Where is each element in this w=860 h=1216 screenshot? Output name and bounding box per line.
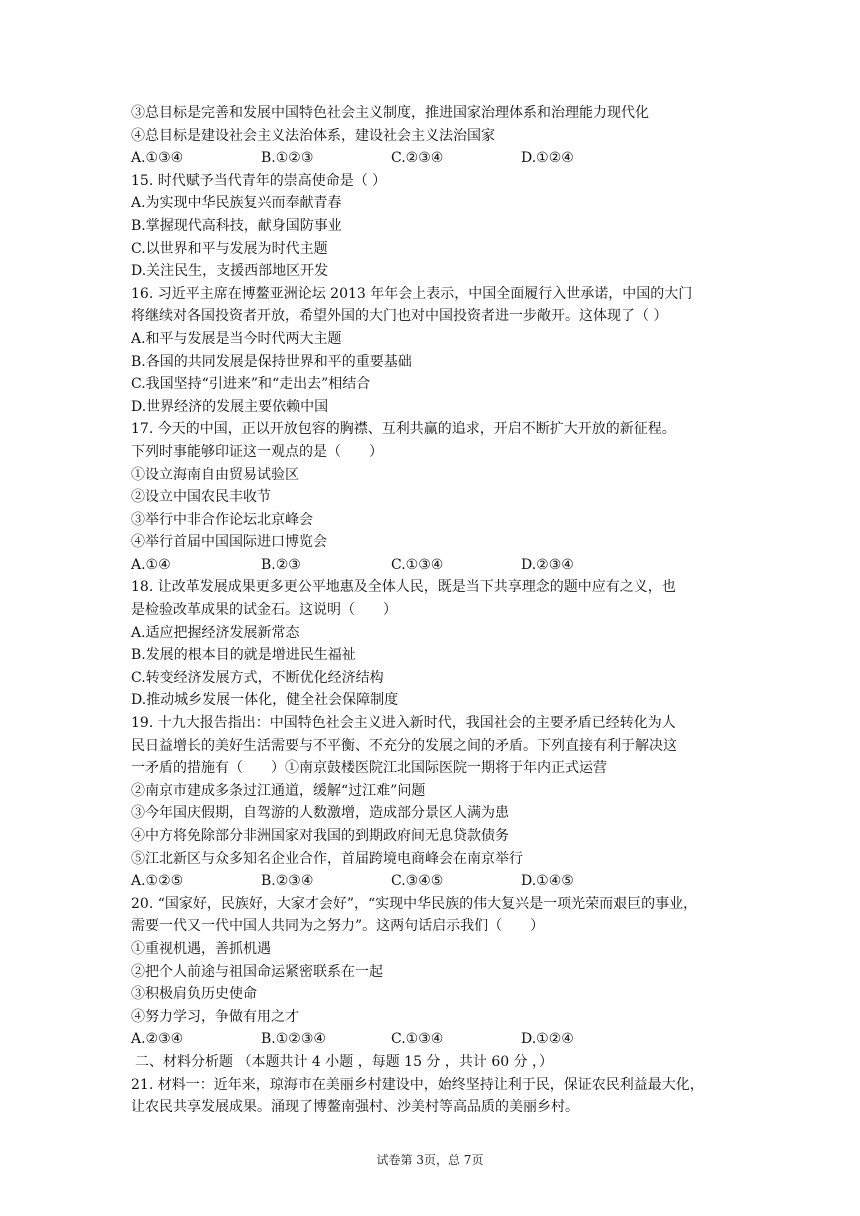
q19-item: ④中方将免除部分非洲国家对我国的到期政府间无息贷款债务 (131, 828, 509, 844)
exam-content (131, 102, 751, 1119)
q19-item: ⑤江北新区与众多知名企业合作，首届跨境电商峰会在南京举行 (131, 850, 523, 867)
option-b: B.②③ (261, 556, 301, 573)
q16-option-d: D.世界经济的发展主要依赖中国 (131, 398, 329, 415)
option-b: B.①②③④ (261, 1031, 326, 1048)
q17-item: ③举行中非合作论坛北京峰会 (131, 511, 313, 528)
q15-option-c: C.以世界和平与发展为时代主题 (131, 240, 328, 257)
q19-stem: 一矛盾的措施有（ ）①南京鼓楼医院江北国际医院一期将于年内正式运营 (131, 760, 607, 777)
text-line: ④总目标是建设社会主义法治体系，建设社会主义法治国家 (131, 127, 495, 144)
q20-item: ④努力学习，争做有用之才 (131, 1008, 299, 1025)
q18-stem: 18. 让改革发展成果更多更公平地惠及全体人民，既是当下共享理念的题中应有之义，也 (131, 579, 676, 596)
q19-options (131, 870, 751, 893)
option-d: D.①②④ (521, 150, 574, 167)
q15-stem: 15. 时代赋予当代青年的崇高使命是（ ） (131, 172, 387, 189)
q20-item: ②把个人前途与祖国命运紧密联系在一起 (131, 963, 383, 980)
q20-item: ③积极肩负历史使命 (131, 986, 257, 1003)
q17-options (131, 554, 751, 577)
q16-option-a: A.和平与发展是当今时代两大主题 (131, 330, 342, 347)
q18-option-b: B.发展的根本目的就是增进民生福祉 (131, 647, 356, 664)
q20-stem: 20. “国家好，民族好，大家才会好”，“实现中华民族的伟大复兴是一项光荣而艰巨的事业， (131, 895, 698, 912)
option-b: B.①②③ (261, 150, 314, 167)
q17-stem: 17. 今天的中国，正以开放包容的胸襟、互利共赢的追求，开启不断扩大开放的新征程。 (131, 421, 676, 438)
q18-stem: 是检验改革成果的试金石。这说明（ ） (131, 602, 397, 619)
q20-options (131, 1028, 751, 1051)
q15-option-b: B.掌握现代高科技，献身国防事业 (131, 217, 342, 234)
q17-item: ②设立中国农民丰收节 (131, 489, 271, 506)
q19-stem: 民日益增长的美好生活需要与不平衡、不充分的发展之间的矛盾。下列直接有利于解决这 (131, 737, 677, 754)
q18-option-a: A.适应把握经济发展新常态 (131, 624, 300, 641)
option-a: A.②③④ (131, 1031, 184, 1048)
q14-options (131, 147, 751, 170)
q16-stem: 16. 习近平主席在博鳌亚洲论坛 2013 年年会上表示，中国全面履行入世承诺，中国的大门 (131, 285, 693, 302)
q16-stem: 将继续对各国投资者开放，希望外国的大门也对中国投资者进一步敞开。这体现了（ ） (131, 308, 668, 325)
q21-material: 让农民共享发展成果。涌现了博鳌南强村、沙美村等高品质的美丽乡村。 (131, 1099, 579, 1116)
option-c: C.①③④ (391, 1031, 444, 1048)
option-a: A.①③④ (131, 150, 184, 167)
q20-item: ①重视机遇，善抓机遇 (131, 940, 271, 957)
option-d: D.①④⑤ (521, 873, 574, 890)
q18-option-c: C.转变经济发展方式，不断优化经济结构 (131, 669, 384, 686)
q17-item: ①设立海南自由贸易试验区 (131, 466, 299, 483)
q16-option-b: B.各国的共同发展是保持世界和平的重要基础 (131, 353, 412, 370)
option-d: D.①②④ (521, 1031, 574, 1048)
section-heading: 二、材料分析题 （本题共计 4 小题 ，每题 15 分 ，共计 60 分 ，） (135, 1053, 554, 1070)
q15-option-d: D.关注民生，支援西部地区开发 (131, 263, 329, 280)
q19-item: ②南京市建成多条过江通道，缓解“过江难”问题 (131, 782, 426, 799)
q17-stem: 下列时事能够印证这一观点的是（ ） (131, 443, 383, 460)
q16-option-c: C.我国坚持“引进来”和“走出去”相结合 (131, 376, 371, 393)
q18-option-d: D.推动城乡发展一体化，健全社会保障制度 (131, 692, 399, 709)
page-footer: 试卷第 3页，总 7页 (376, 1153, 484, 1167)
option-c: C.①③④ (391, 556, 444, 573)
option-a: A.①②⑤ (131, 873, 184, 890)
q19-item: ③今年国庆假期，自驾游的人数激增，造成部分景区人满为患 (131, 805, 509, 822)
q19-stem: 19. 十九大报告指出：中国特色社会主义进入新时代，我国社会的主要矛盾已经转化为人 (131, 715, 676, 732)
option-c: C.②③④ (391, 150, 444, 167)
q17-item: ④举行首届中国国际进口博览会 (131, 534, 327, 551)
option-c: C.③④⑤ (391, 873, 444, 890)
q21-material: 21. 材料一：近年来，琼海市在美丽乡村建设中，始终坚持让利于民，保证农民利益最大化， (131, 1076, 704, 1093)
q20-stem: 需要一代又一代中国人共同为之努力”。这两句话启示我们（ ） (131, 918, 545, 935)
option-d: D.②③④ (521, 556, 574, 573)
text-line: ③总目标是完善和发展中国特色社会主义制度，推进国家治理体系和治理能力现代化 (131, 105, 649, 121)
q15-option-a: A.为实现中华民族复兴而奉献青春 (131, 195, 342, 212)
option-b: B.②③④ (261, 873, 314, 890)
option-a: A.①④ (131, 556, 171, 573)
